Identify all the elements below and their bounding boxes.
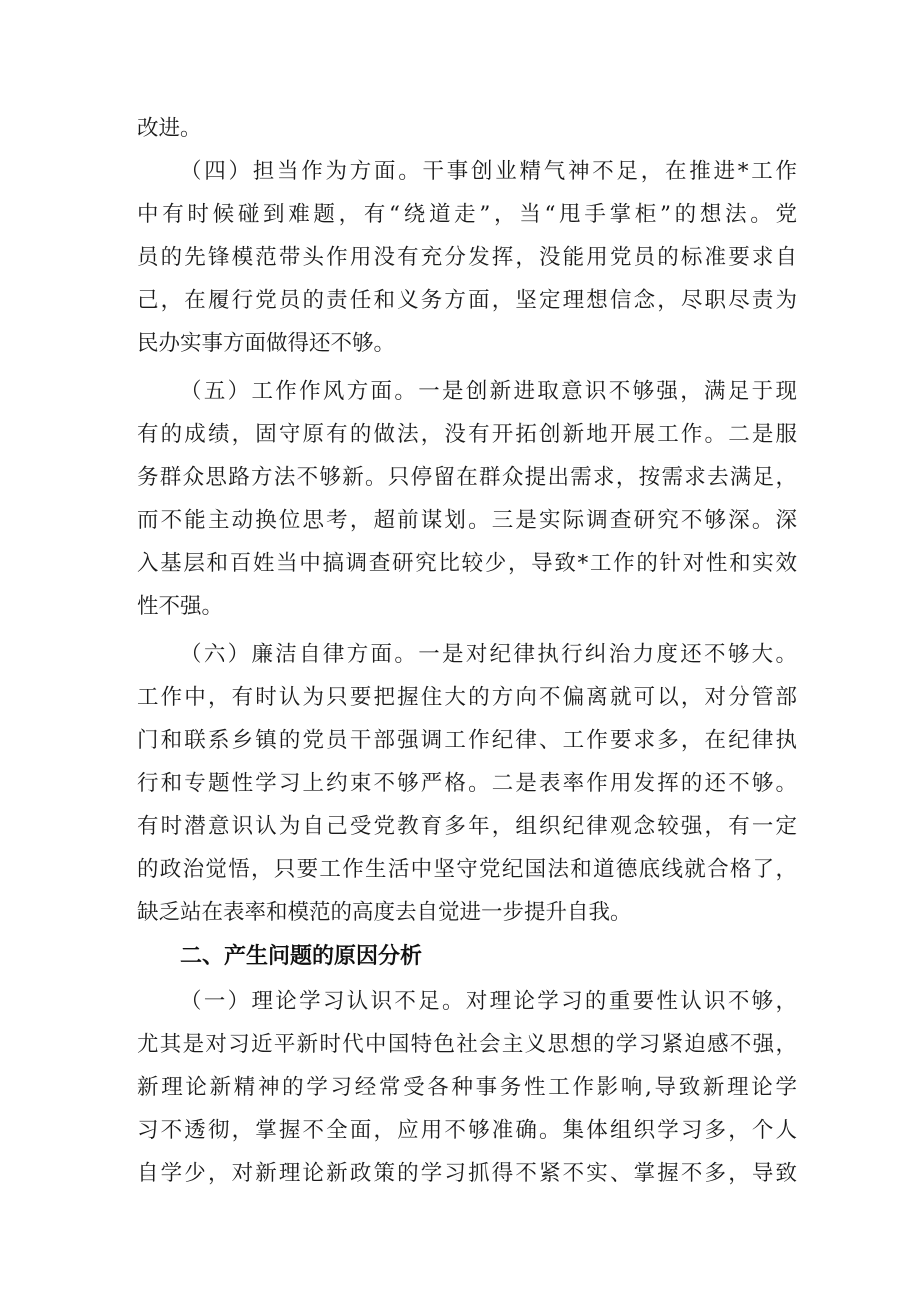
paragraph-line: 自学少，对新理论新政策的学习抓得不紧不实、掌握不多，导致: [137, 1161, 797, 1186]
paragraph-line: 员的先锋模范带头作用没有充分发挥，没能用党员的标准要求自: [137, 245, 797, 270]
paragraph-line: 务群众思路方法不够新。只停留在群众提出需求，按需求去满足，: [137, 465, 797, 490]
paragraph-line: 性不强。: [137, 594, 224, 619]
paragraph-line: 工作中，有时认为只要把握住大的方向不偏离就可以，对分管部: [137, 685, 797, 710]
paragraph-line: 习不透彻，掌握不全面，应用不够准确。集体组织学习多，个人: [137, 1118, 797, 1143]
paragraph-line: 有的成绩，固守原有的做法，没有开拓创新地开展工作。二是服: [137, 422, 797, 447]
paragraph-line: 门和联系乡镇的党员干部强调工作纪律、工作要求多，在纪律执: [137, 728, 797, 753]
paragraph-line: （五）工作作风方面。一是创新进取意识不够强，满足于现: [180, 379, 797, 404]
paragraph-line: 民办实事方面做得还不够。: [137, 331, 396, 356]
paragraph-line: 行和专题性学习上约束不够严格。二是表率作用发挥的还不够。: [137, 771, 797, 796]
paragraph-line: 缺乏站在表率和模范的高度去自觉进一步提升自我。: [137, 900, 632, 925]
paragraph-line: 改进。: [137, 116, 202, 141]
paragraph-line: 中有时候碰到难题，有“绕道走”，当“甩手掌柜”的想法。党: [137, 202, 797, 227]
paragraph-line: 而不能主动换位思考，超前谋划。三是实际调查研究不够深。深: [137, 508, 797, 533]
section-heading: 二、产生问题的原因分析: [180, 944, 423, 969]
paragraph-line: 有时潜意识认为自己受党教育多年，组织纪律观念较强，有一定: [137, 814, 797, 839]
paragraph-line: （一）理论学习认识不足。对理论学习的重要性认识不够，: [180, 989, 797, 1014]
paragraph-line: （四）担当作为方面。干事创业精气神不足，在推进*工作: [180, 159, 797, 184]
paragraph-line: （六）廉洁自律方面。一是对纪律执行纠治力度还不够大。: [180, 642, 797, 667]
paragraph-line: 入基层和百姓当中搞调查研究比较少，导致*工作的针对性和实效: [137, 551, 797, 576]
paragraph-line: 的政治觉悟，只要工作生活中坚守党纪国法和道德底线就合格了，: [137, 857, 797, 882]
paragraph-line: 己，在履行党员的责任和义务方面，坚定理想信念，尽职尽责为: [137, 288, 797, 313]
paragraph-line: 尤其是对习近平新时代中国特色社会主义思想的学习紧迫感不强，: [137, 1032, 797, 1057]
paragraph-line: 新理论新精神的学习经常受各种事务性工作影响,导致新理论学: [137, 1075, 797, 1100]
